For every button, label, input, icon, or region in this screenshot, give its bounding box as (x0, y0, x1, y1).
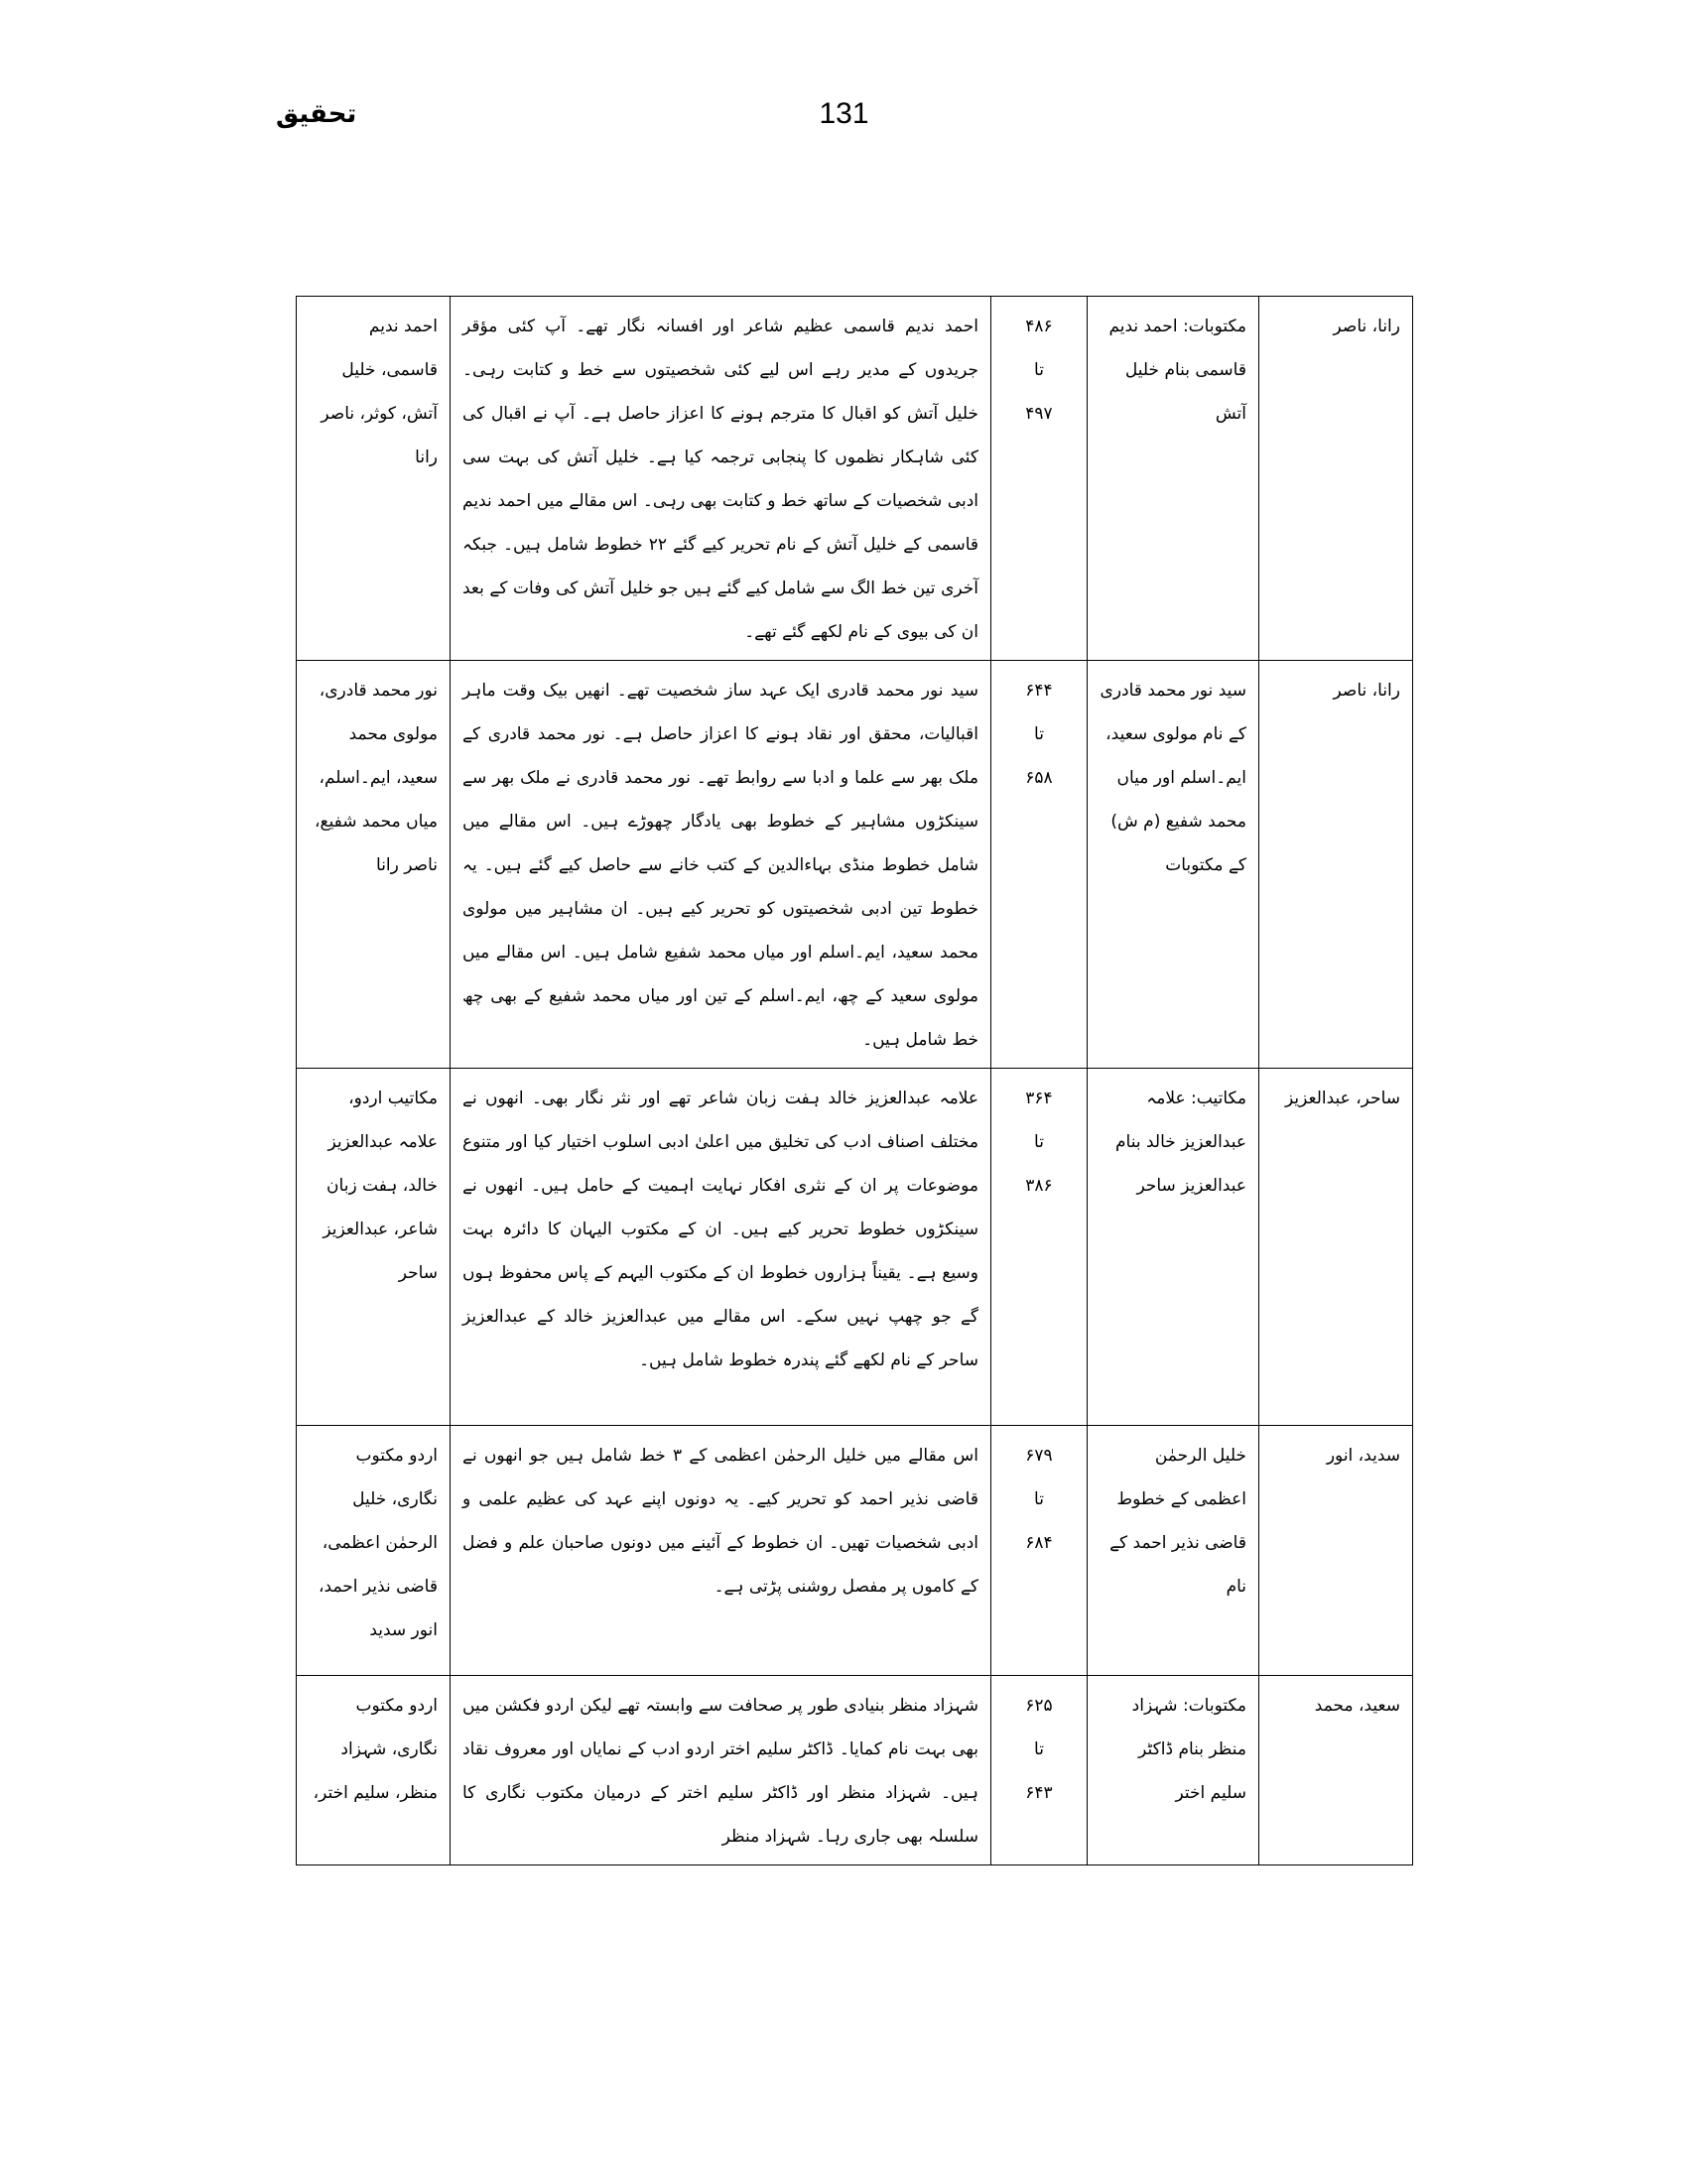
pages-cell (991, 1069, 1088, 1426)
author-cell: سعید، محمد (1259, 1676, 1413, 1865)
page-separator: تا (1034, 360, 1044, 380)
table-row (297, 1069, 1413, 1426)
page-separator: تا (1034, 1739, 1044, 1759)
author-cell: سدید، انور (1259, 1426, 1413, 1676)
title-cell: مکتوبات: احمد ندیم قاسمی بنام خلیل آتش (1088, 297, 1259, 661)
page-start: ۳۶۴ (1025, 1089, 1053, 1108)
page-start: ۶۴۴ (1025, 681, 1053, 701)
summary-cell: اس مقالے میں خلیل الرحمٰن اعظمی کے ۳ خط شامل ہیں جو انھوں نے قاضی نذیر احمد کو تحریر کیے۔ یہ دونوں اپنے عہد کی عظیم علمی و ادبی شخصیات تھیں۔ ان خطوط کے آئینے میں دونوں صاحبان علم و فضل کے کاموں پر مفصل روشنی پڑتی ہے۔ (451, 1426, 991, 1676)
title-cell: خلیل الرحمٰن اعظمی کے خطوط قاضی نذیر احمد کے نام (1088, 1426, 1259, 1676)
page-separator: تا (1034, 1489, 1044, 1509)
table-row (297, 297, 1413, 661)
author-cell: رانا، ناصر (1259, 297, 1413, 661)
page-separator: تا (1034, 724, 1044, 744)
keywords-cell: مکاتیب اردو، علامہ عبدالعزیز خالد، ہفت زبان شاعر، عبدالعزیز ساحر (297, 1069, 451, 1426)
page-end: ۳۸۶ (1025, 1176, 1053, 1196)
page-end: ۶۴۳ (1025, 1783, 1053, 1803)
keywords-cell: اردو مکتوب نگاری، شہزاد منظر، سلیم اختر، (297, 1676, 451, 1865)
page-number: 131 (819, 97, 869, 130)
page-end: ۴۹۷ (1025, 404, 1053, 424)
page-separator: تا (1034, 1132, 1044, 1152)
table-row (297, 1676, 1413, 1865)
table-row (297, 661, 1413, 1069)
pages-cell (991, 297, 1088, 661)
bibliography-table (296, 296, 1413, 1865)
summary-cell: سید نور محمد قادری ایک عہد ساز شخصیت تھے۔ انھیں بیک وقت ماہر اقبالیات، محقق اور نقاد ہونے کا اعزاز حاصل ہے۔ نور محمد قادری کے ملک بھر سے علما و ادبا سے روابط تھے۔ نور محمد قادری نے ملک بھر سے سینکڑوں مشاہیر کے خطوط بھی یادگار چھوڑے ہیں۔ اس مقالے میں شامل خطوط منڈی بہاءالدین کے کتب خانے سے حاصل کیے گئے ہیں۔ یہ خطوط تین ادبی شخصیتوں کو تحریر کیے ہیں۔ ان مشاہیر میں مولوی محمد سعید، ایم۔اسلم اور میاں محمد شفیع شامل ہیں۔ اس مقالے میں مولوی سعید کے چھ، ایم۔اسلم کے تین اور میاں محمد شفیع کے بھی چھ خط شامل ہیں۔ (451, 661, 991, 1069)
title-cell: مکاتیب: علامہ عبدالعزیز خالد بنام عبدالعزیز ساحر (1088, 1069, 1259, 1426)
summary-cell: شہزاد منظر بنیادی طور پر صحافت سے وابستہ تھے لیکن اردو فکشن میں بھی بہت نام کمایا۔ ڈاکٹر سلیم اختر اردو ادب کے نمایاں اور معروف نقاد ہیں۔ شہزاد منظر اور ڈاکٹر سلیم اختر کے درمیان مکتوب نگاری کا سلسلہ بھی جاری رہا۔ شہزاد منظر (451, 1676, 991, 1865)
page-start: ۶۷۹ (1025, 1446, 1053, 1466)
title-cell: سید نور محمد قادری کے نام مولوی سعید، ایم۔اسلم اور میاں محمد شفیع (م ش) کے مکتوبات (1088, 661, 1259, 1069)
author-cell: رانا، ناصر (1259, 661, 1413, 1069)
keywords-cell: نور محمد قادری، مولوی محمد سعید، ایم۔اسلم، میاں محمد شفیع، ناصر رانا (297, 661, 451, 1069)
keywords-cell: احمد ندیم قاسمی، خلیل آتش، کوثر، ناصر رانا (297, 297, 451, 661)
page-start: ۶۲۵ (1025, 1696, 1053, 1716)
pages-cell (991, 661, 1088, 1069)
table-row (297, 1426, 1413, 1676)
pages-cell (991, 1676, 1088, 1865)
running-title: تحقیق (276, 99, 357, 129)
summary-cell: احمد ندیم قاسمی عظیم شاعر اور افسانہ نگار تھے۔ آپ کئی مؤقر جریدوں کے مدیر رہے اس لیے کئی شخصیتوں سے خط و کتابت رہی۔ خلیل آتش کو اقبال کا مترجم ہونے کا اعزاز حاصل ہے۔ آپ نے اقبال کی کئی شاہکار نظموں کا پنجابی ترجمہ کیا ہے۔ خلیل آتش کی بہت سی ادبی شخصیات کے ساتھ خط و کتابت بھی رہی۔ اس مقالے میں احمد ندیم قاسمی کے خلیل آتش کے نام تحریر کیے گئے ۲۲ خطوط شامل ہیں۔ جبکہ آخری تین خط الگ سے شامل کیے گئے ہیں جو خلیل آتش کی وفات کے بعد ان کی بیوی کے نام لکھے گئے تھے۔ (451, 297, 991, 661)
summary-cell: علامہ عبدالعزیز خالد ہفت زبان شاعر تھے اور نثر نگار بھی۔ انھوں نے مختلف اصناف ادب کی تخلیق میں اعلیٰ ادبی اسلوب اختیار کیا اور متنوع موضوعات پر ان کے نثری افکار نہایت اہمیت کے حامل ہیں۔ انھوں نے سینکڑوں خطوط تحریر کیے ہیں۔ ان کے مکتوب الیہان کا دائرہ بہت وسیع ہے۔ یقیناً ہزاروں خطوط ان کے مکتوب الیہم کے پاس محفوظ ہوں گے جو چھپ نہیں سکے۔ اس مقالے میں عبدالعزیز خالد کے عبدالعزیز ساحر کے نام لکھے گئے پندرہ خطوط شامل ہیں۔ (451, 1069, 991, 1426)
author-cell: ساحر، عبدالعزیز (1259, 1069, 1413, 1426)
keywords-cell: اردو مکتوب نگاری، خلیل الرحمٰن اعظمی، قاضی نذیر احمد، انور سدید (297, 1426, 451, 1676)
page-start: ۴۸۶ (1025, 317, 1053, 336)
pages-cell (991, 1426, 1088, 1676)
page-end: ۶۸۴ (1025, 1533, 1053, 1553)
page-end: ۶۵۸ (1025, 768, 1053, 788)
title-cell: مکتوبات: شہزاد منظر بنام ڈاکٹر سلیم اختر (1088, 1676, 1259, 1865)
